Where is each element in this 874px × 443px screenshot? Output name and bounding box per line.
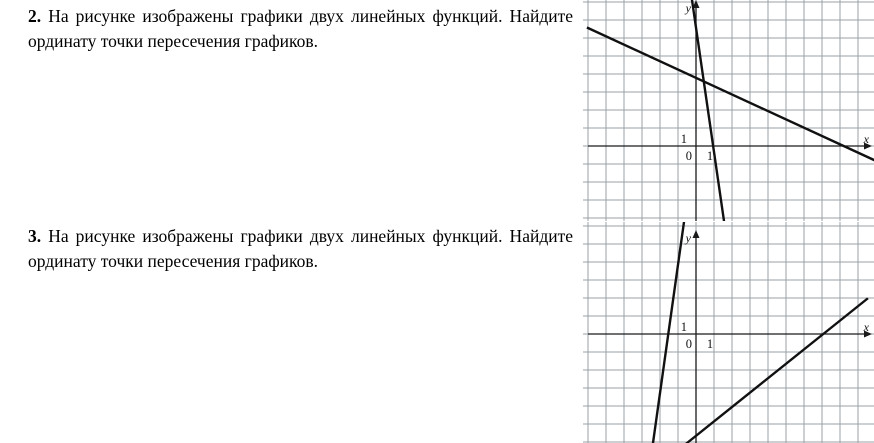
grid-lines-vertical — [588, 222, 858, 443]
origin-label: 0 — [685, 149, 692, 163]
tick-y-label: 1 — [680, 132, 687, 146]
problem-2-body: На рисунке изображены графики двух линейных функций. Найдите ординату точки пересечения графиков. — [28, 6, 574, 51]
problem-2-statement — [28, 4, 573, 54]
axis-x — [588, 331, 872, 338]
figure-problem-3 — [583, 222, 874, 443]
graph-line-steep — [653, 222, 684, 443]
graph-line-gentle — [588, 28, 874, 160]
grid-lines-horizontal — [583, 2, 874, 218]
figure-problem-2 — [583, 0, 874, 221]
axis-x-label: x — [863, 132, 869, 146]
axis-y-label: y — [685, 1, 691, 15]
origin-label: 0 — [685, 337, 692, 351]
problem-3-statement — [28, 224, 573, 274]
problem-2-number: 2. — [28, 6, 42, 26]
tick-x-label: 1 — [706, 149, 714, 163]
tick-x-label: 1 — [706, 337, 714, 351]
axis-x — [588, 143, 872, 150]
tick-y-label: 1 — [680, 320, 687, 334]
problem-3-number: 3. — [28, 226, 42, 246]
axis-y-label: y — [685, 231, 691, 245]
problem-3-body: На рисунке изображены графики двух линейных функций. Найдите ординату точки пересечения графиков. — [28, 226, 574, 271]
axis-x-label: x — [863, 320, 869, 334]
